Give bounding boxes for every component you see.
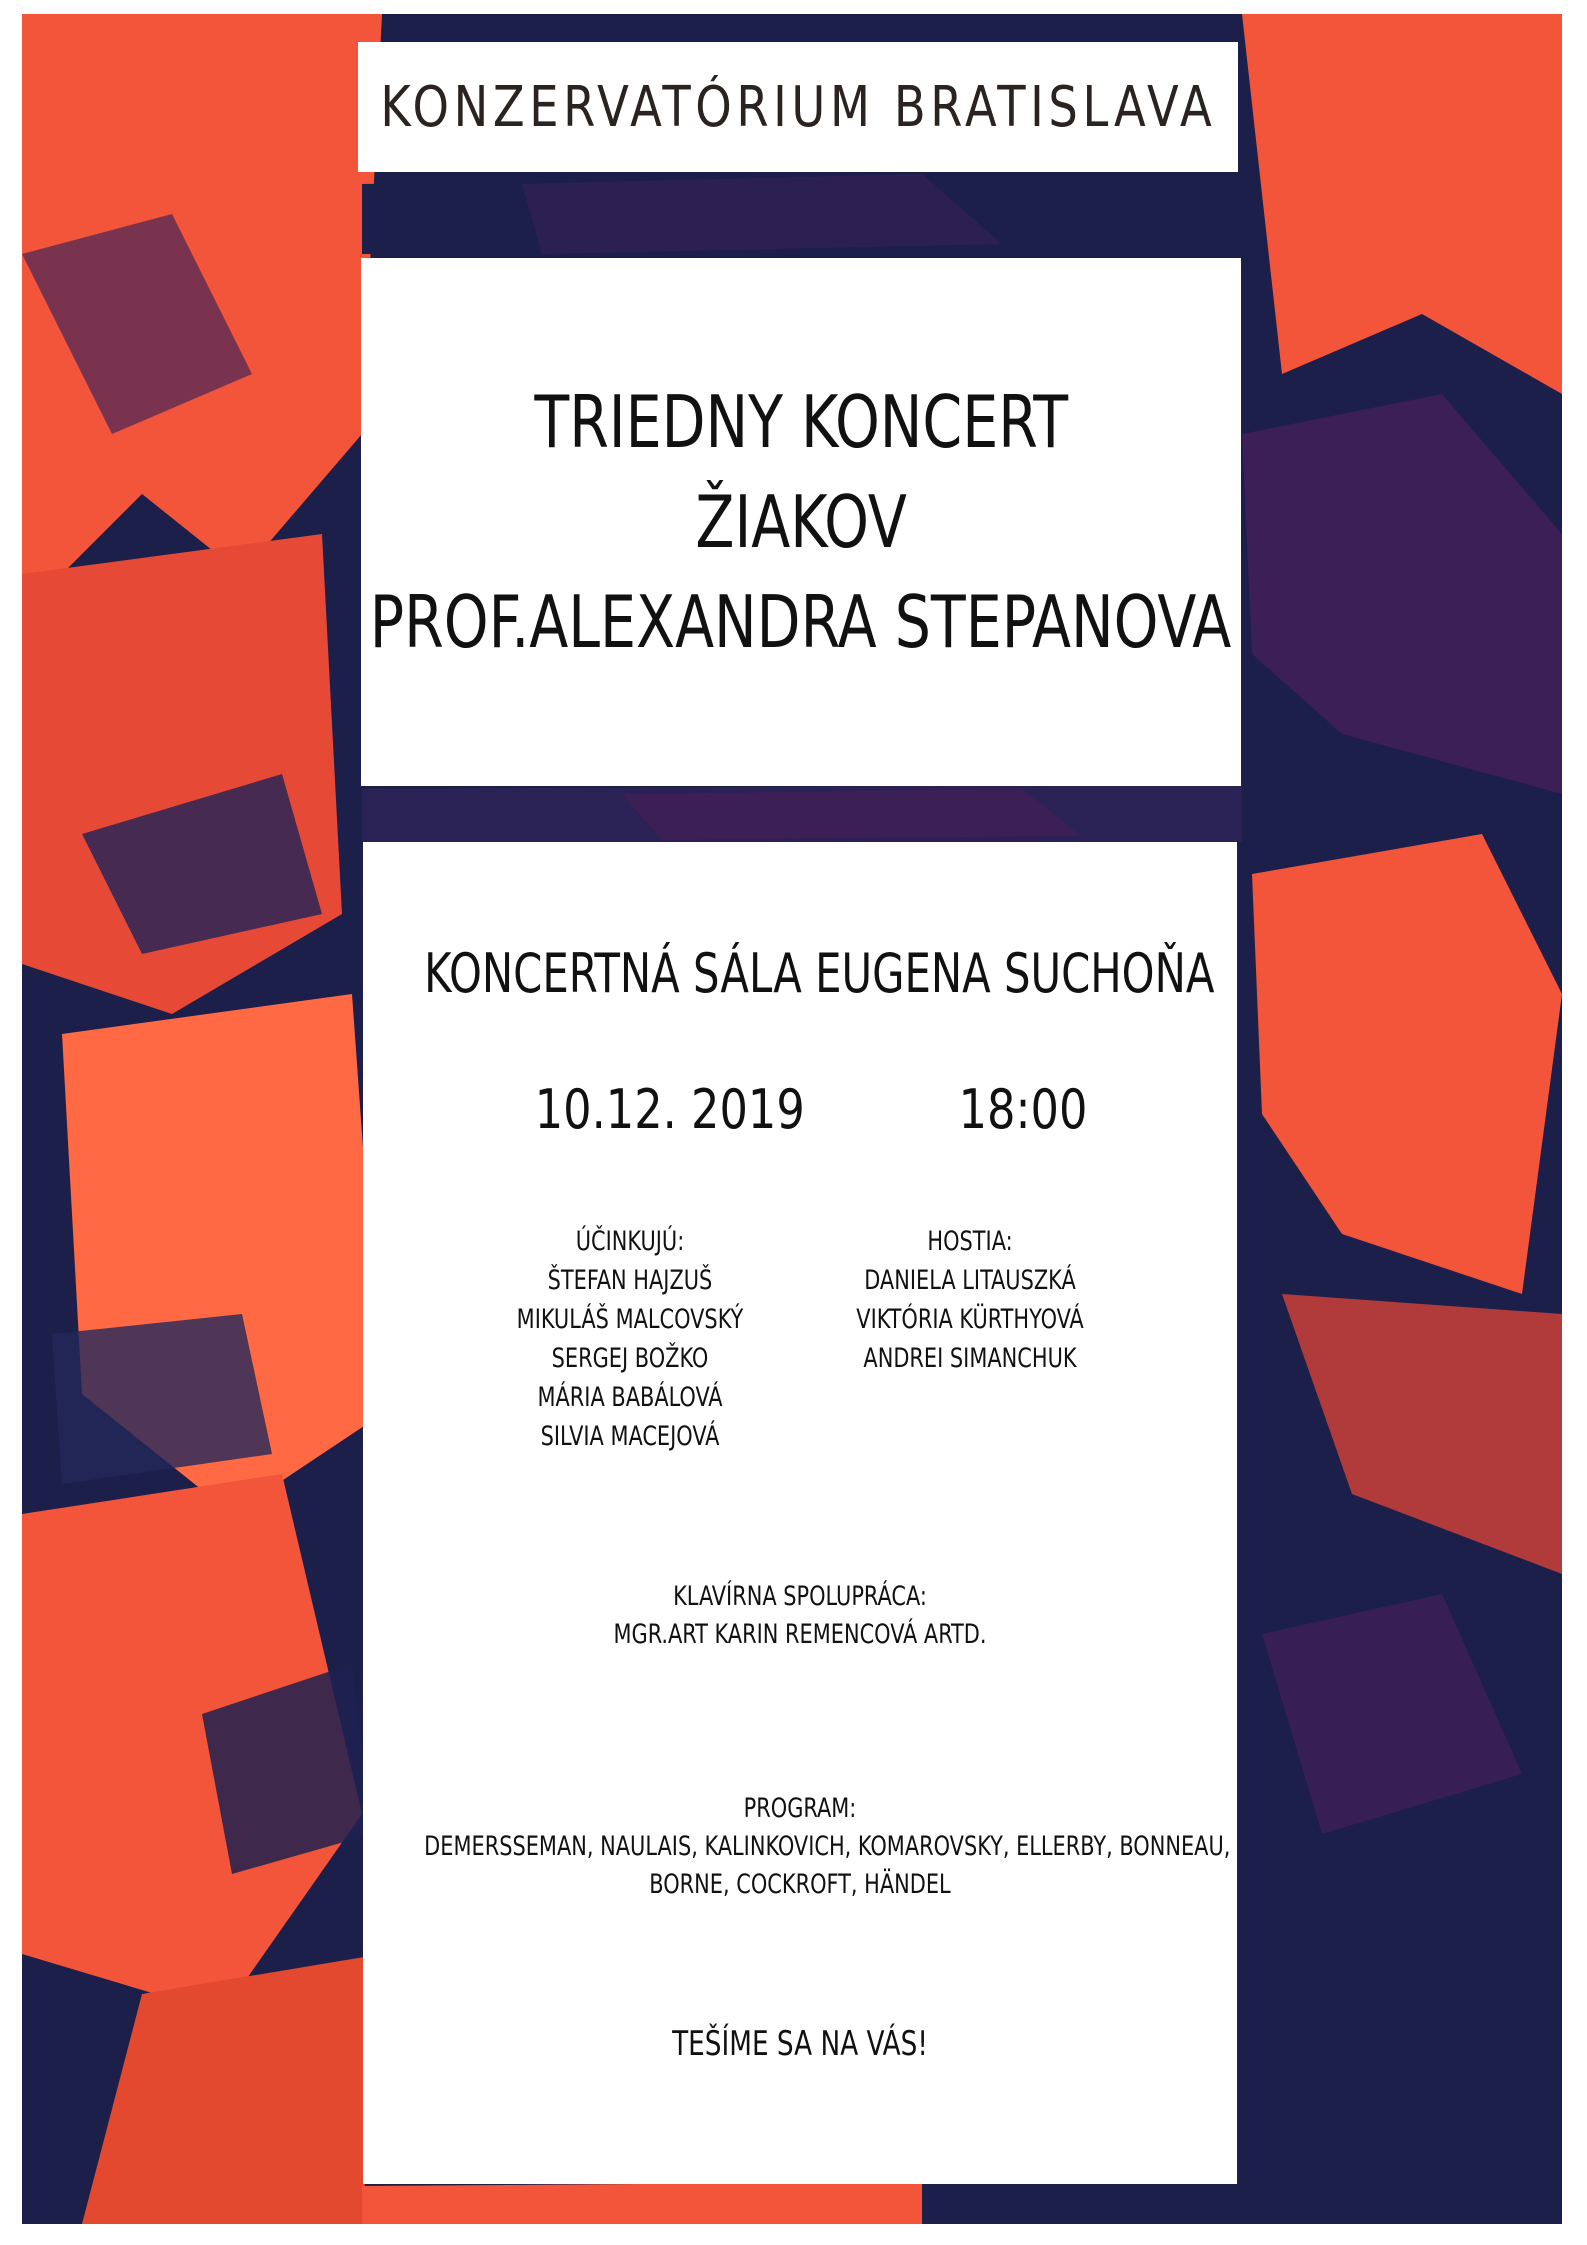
piano-name: MGR.ART KARIN REMENCOVÁ ARTD. — [613, 1619, 987, 1650]
piano-collaboration — [363, 1578, 1237, 1654]
info-card — [363, 842, 1237, 2184]
performer-name: ŠTEFAN HAJZUŠ — [547, 1265, 713, 1296]
program-line-2: BORNE, COCKROFT, HÄNDEL — [649, 1869, 951, 1900]
title-line-1: TRIEDNY KONCERT — [534, 380, 1068, 464]
guests-heading: HOSTIA: — [927, 1226, 1013, 1257]
guests-list — [805, 1222, 1135, 1378]
performers-list — [465, 1222, 795, 1456]
institution-name: KONZERVATÓRIUM BRATISLAVA — [380, 74, 1217, 140]
poster — [22, 14, 1562, 2224]
title-line-3: PROF.ALEXANDRA STEPANOVA — [370, 580, 1232, 664]
guest-name: ANDREI SIMANCHUK — [863, 1343, 1077, 1374]
title-line-2: ŽIAKOV — [695, 480, 907, 564]
performer-name: MIKULÁŠ MALCOVSKÝ — [516, 1304, 744, 1335]
venue: KONCERTNÁ SÁLA EUGENA SUCHOŇA — [424, 942, 1215, 1005]
performers-heading: ÚČINKUJÚ: — [575, 1226, 685, 1257]
event-date: 10.12. 2019 — [534, 1078, 805, 1141]
title-card — [361, 258, 1241, 786]
performer-name: SERGEJ BOŽKO — [551, 1343, 709, 1374]
header-card — [358, 42, 1238, 172]
closing-message: TEŠÍME SA NA VÁS! — [672, 2024, 928, 2064]
program — [363, 1790, 1237, 1904]
event-time: 18:00 — [958, 1078, 1088, 1141]
guest-name: DANIELA LITAUSZKÁ — [864, 1265, 1076, 1296]
program-line-1: DEMERSSEMAN, NAULAIS, KALINKOVICH, KOMAROVSKY, ELLERBY, BONNEAU, — [424, 1831, 1231, 1862]
piano-heading: KLAVÍRNA SPOLUPRÁCA: — [673, 1581, 927, 1612]
performer-name: SILVIA MACEJOVÁ — [540, 1421, 720, 1452]
program-heading: PROGRAM: — [743, 1793, 857, 1824]
performer-name: MÁRIA BABÁLOVÁ — [537, 1382, 723, 1413]
guest-name: VIKTÓRIA KÜRTHYOVÁ — [856, 1304, 1084, 1335]
